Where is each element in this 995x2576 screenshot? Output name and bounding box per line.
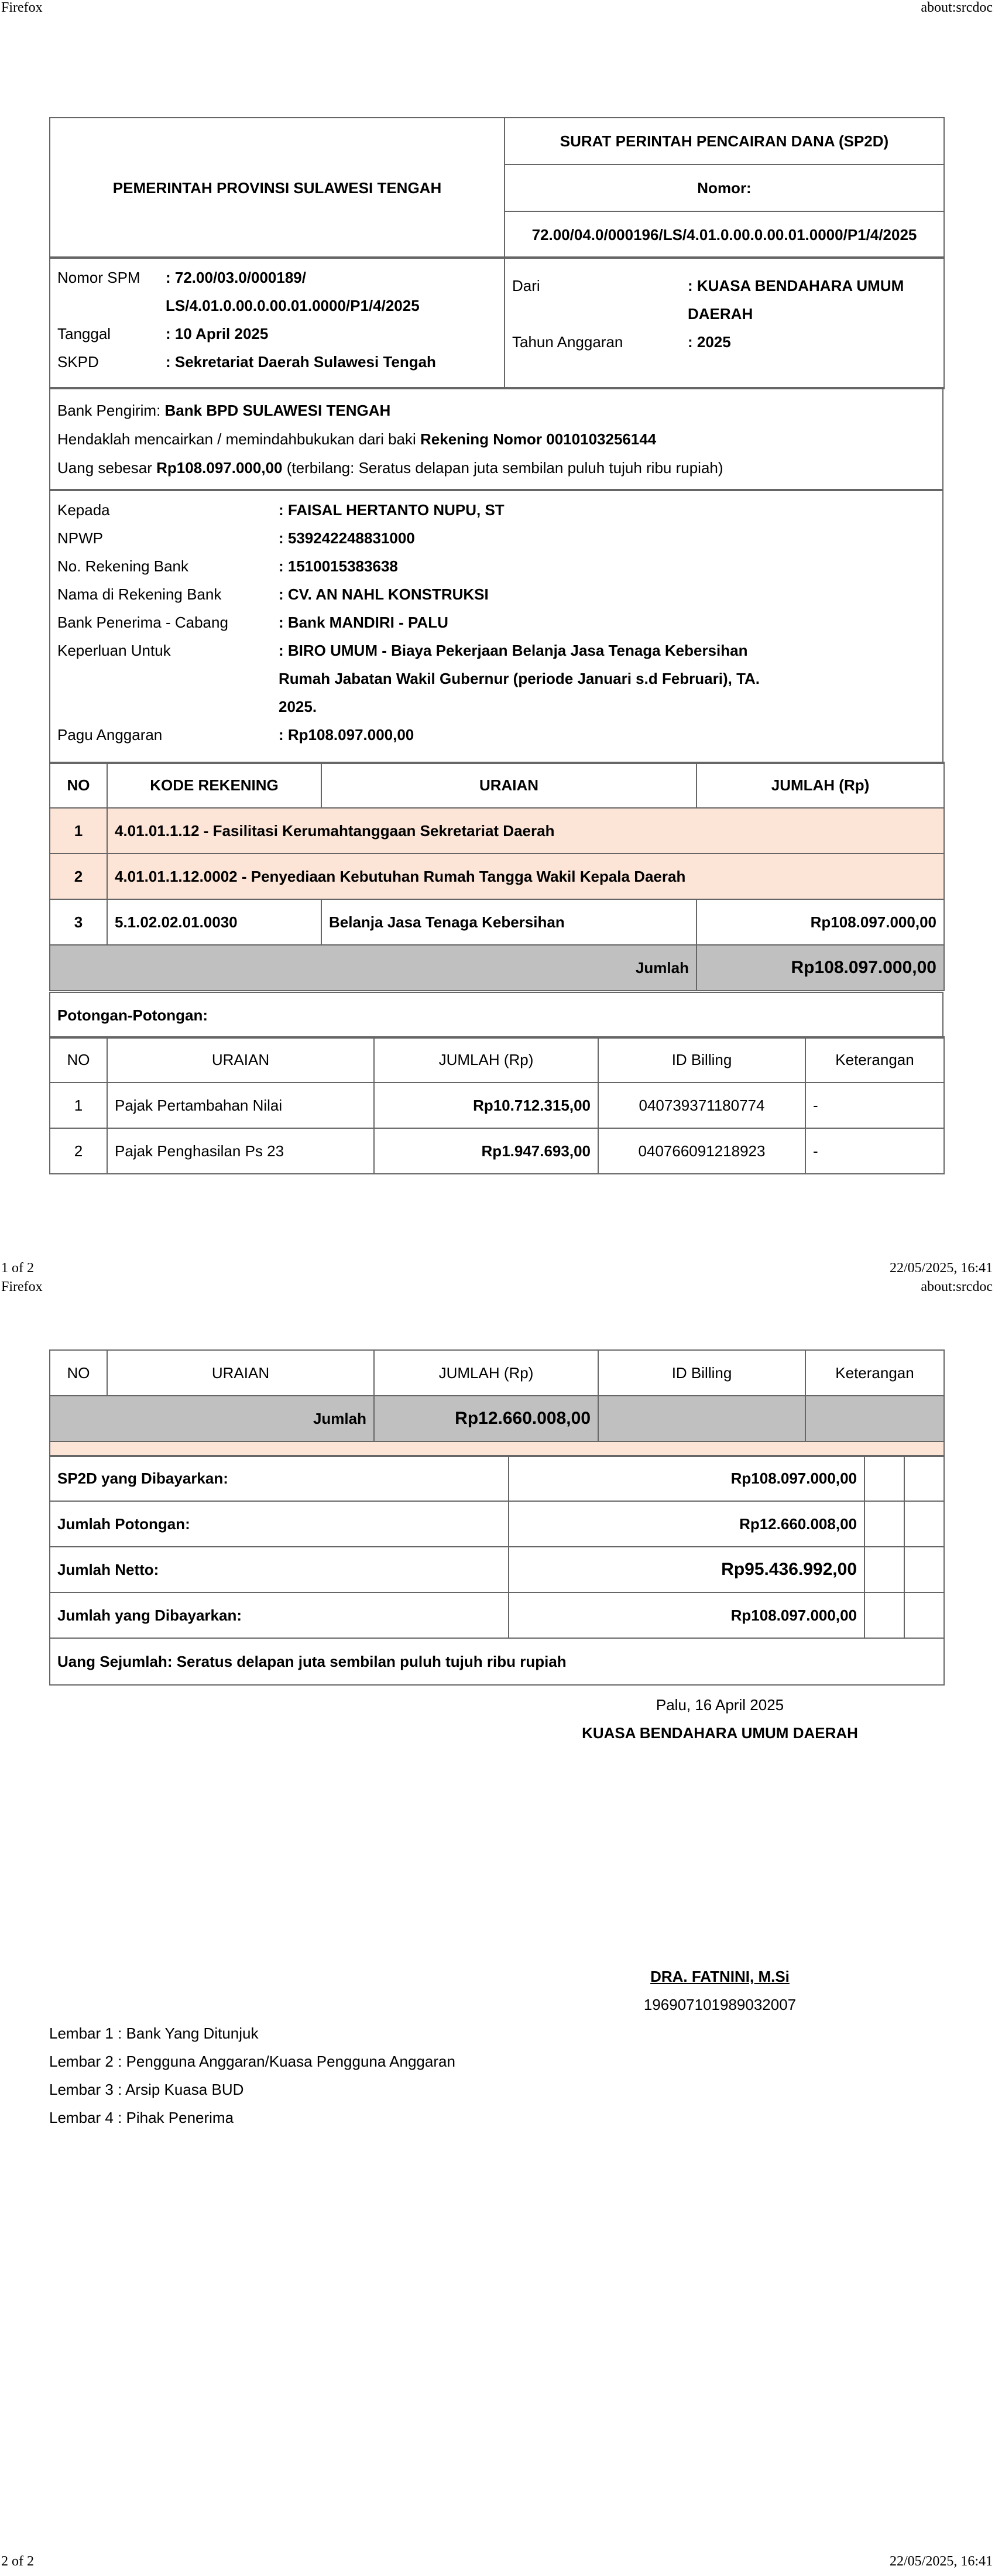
jumlah-label: Jumlah (50, 945, 696, 991)
col-header-id-billing: ID Billing (598, 1350, 805, 1396)
uang-line (57, 454, 935, 482)
summary-table (49, 1455, 945, 1686)
jumlah-netto-value: Rp95.436.992,00 (509, 1547, 864, 1592)
row-no: 2 (50, 1128, 107, 1174)
recipient-info (50, 489, 943, 763)
row-uraian: Belanja Jasa Tenaga Kebersihan (321, 899, 696, 945)
pagu-value: : Rp108.097.000,00 (279, 726, 414, 744)
dari-value-line1: : KUASA BENDAHARA UMUM (688, 277, 904, 294)
pagu-label: Pagu Anggaran (57, 726, 163, 744)
potongan-jumlah-label: Jumlah (50, 1396, 374, 1441)
col-header-uraian: URAIAN (321, 762, 696, 808)
rekening-value: Rekening Nomor 0010103256144 (420, 430, 657, 448)
keperluan-label: Keperluan Untuk (57, 642, 171, 659)
print-timestamp: 22/05/2025, 16:41 (889, 2554, 993, 2569)
potongan-title-table (49, 992, 943, 1039)
print-timestamp: 22/05/2025, 16:41 (889, 1260, 993, 1276)
potongan-jumlah-value: Rp12.660.008,00 (374, 1396, 598, 1441)
col-header-keterangan: Keterangan (805, 1350, 944, 1396)
nama-rekening-value: : CV. AN NAHL KONSTRUKSI (279, 585, 489, 603)
norek-value: : 1510015383638 (279, 557, 398, 575)
summary-row (50, 1455, 944, 1501)
col-header-uraian: URAIAN (107, 1037, 374, 1083)
spm-label: Nomor SPM (57, 269, 140, 286)
table-row (50, 899, 944, 945)
table-row (50, 1083, 944, 1128)
table-row (50, 854, 944, 899)
col-header-id-billing: ID Billing (598, 1037, 805, 1083)
row-program: 4.01.01.1.12 - Fasilitasi Kerumahtanggaan Sekretariat Daerah (107, 808, 944, 854)
spm-info-left (50, 257, 505, 389)
norek-label: No. Rekening Bank (57, 557, 189, 575)
total-row (50, 1396, 944, 1441)
row-id-billing: 040739371180774 (598, 1083, 805, 1128)
row-no: 1 (50, 1083, 107, 1128)
row-kode: 5.1.02.02.01.0030 (107, 899, 321, 945)
uang-label: Uang sebesar (57, 458, 157, 477)
sign-nip: 196907101989032007 (643, 1996, 797, 2013)
row-uraian: Pajak Penghasilan Ps 23 (107, 1128, 374, 1174)
col-header-uraian: URAIAN (107, 1350, 374, 1396)
jumlah-netto-label: Jumlah Netto: (50, 1547, 509, 1592)
lembar-item: Lembar 2 : Pengguna Anggaran/Kuasa Pengguna Anggaran (49, 2053, 455, 2070)
recipient-table (49, 489, 943, 764)
col-header-jumlah: JUMLAH (Rp) (374, 1350, 598, 1396)
bank-table (49, 387, 943, 491)
col-header-no: NO (50, 762, 107, 808)
uang-sejumlah: Uang Sejumlah: Seratus delapan juta sembilan puluh tujuh ribu rupiah (50, 1638, 944, 1685)
jumlah-dibayarkan-value: Rp108.097.000,00 (509, 1592, 864, 1638)
row-no: 3 (50, 899, 107, 945)
row-subprogram: 4.01.01.1.12.0002 - Penyediaan Kebutuhan Rumah Tangga Wakil Kepala Daerah (107, 854, 944, 899)
spm-value-line1: : 72.00/03.0/000189/ (166, 269, 306, 286)
table-row (50, 808, 944, 854)
summary-row (50, 1592, 944, 1638)
uang-terbilang: (terbilang: Seratus delapan juta sembilan puluh tujuh ribu rupiah) (282, 458, 723, 477)
browser-name: Firefox (1, 0, 43, 15)
row-jumlah: Rp1.947.693,00 (374, 1128, 598, 1174)
npwp-label: NPWP (57, 529, 103, 547)
lembar-item: Lembar 3 : Arsip Kuasa BUD (49, 2081, 244, 2098)
nomor-value: 72.00/04.0/000196/LS/4.01.0.00.0.00.01.0000/P1/4/2025 (505, 211, 944, 258)
col-header-keterangan: Keterangan (805, 1037, 944, 1083)
sp2d-label: SP2D yang Dibayarkan: (50, 1455, 509, 1501)
row-no: 2 (50, 854, 107, 899)
bank-pengirim-label: Bank Pengirim: (57, 401, 165, 419)
row-keterangan: - (805, 1083, 944, 1128)
bank-info (50, 388, 943, 491)
row-jumlah: Rp10.712.315,00 (374, 1083, 598, 1128)
rekening-table (49, 762, 945, 991)
skpd-value: : Sekretariat Daerah Sulawesi Tengah (166, 353, 436, 371)
summary-row (50, 1547, 944, 1592)
lembar-item: Lembar 4 : Pihak Penerima (49, 2109, 234, 2126)
row-jumlah: Rp108.097.000,00 (696, 899, 944, 945)
bank-cabang-label: Bank Penerima - Cabang (57, 614, 228, 631)
row-uraian: Pajak Pertambahan Nilai (107, 1083, 374, 1128)
page-number: 1 of 2 (1, 1260, 34, 1276)
sign-name: DRA. FATNINI, M.Si (650, 1968, 790, 1985)
hendaklah-text: Hendaklah mencairkan / memindahbukukan dari baki (57, 430, 421, 448)
spm-info-table (49, 256, 945, 389)
page-number: 2 of 2 (1, 2554, 34, 2569)
browser-url: about:srcdoc (921, 1279, 993, 1294)
tahun-value: : 2025 (688, 333, 731, 351)
kepada-label: Kepada (57, 501, 110, 519)
government-name: PEMERINTAH PROVINSI SULAWESI TENGAH (50, 118, 505, 258)
lembar-item: Lembar 1 : Bank Yang Ditunjuk (49, 2025, 259, 2042)
npwp-value: : 539242248831000 (279, 529, 415, 547)
spm-value-line2: LS/4.01.0.00.0.00.01.0000/P1/4/2025 (166, 297, 420, 314)
col-header-no: NO (50, 1350, 107, 1396)
tanggal-label: Tanggal (57, 325, 111, 342)
sp2d-header-table (49, 117, 945, 259)
tahun-label: Tahun Anggaran (512, 333, 623, 351)
jumlah-value: Rp108.097.000,00 (696, 945, 944, 991)
col-header-jumlah: JUMLAH (Rp) (374, 1037, 598, 1083)
sign-place-date: Palu, 16 April 2025 (656, 1696, 784, 1714)
kepada-value: : FAISAL HERTANTO NUPU, ST (279, 501, 505, 519)
browser-name: Firefox (1, 1279, 43, 1294)
keperluan-value-line3: 2025. (279, 698, 317, 715)
uang-value: Rp108.097.000,00 (156, 458, 283, 477)
browser-url: about:srcdoc (921, 0, 993, 15)
bank-pengirim-line (57, 396, 935, 425)
hendaklah-line (57, 425, 935, 454)
jumlah-dibayarkan-label: Jumlah yang Dibayarkan: (50, 1592, 509, 1638)
tanggal-value: : 10 April 2025 (166, 325, 269, 342)
summary-row (50, 1501, 944, 1547)
sp2d-value: Rp108.097.000,00 (509, 1455, 864, 1501)
bank-cabang-value: : Bank MANDIRI - PALU (279, 614, 448, 631)
total-row (50, 945, 944, 991)
nomor-label: Nomor: (505, 165, 944, 211)
jumlah-potongan-value: Rp12.660.008,00 (509, 1501, 864, 1547)
potongan-table (49, 1036, 945, 1174)
col-header-jumlah: JUMLAH (Rp) (696, 762, 944, 808)
dari-label: Dari (512, 277, 540, 294)
document-title: SURAT PERINTAH PENCAIRAN DANA (SP2D) (505, 118, 944, 165)
sign-position: KUASA BENDAHARA UMUM DAERAH (582, 1724, 858, 1742)
col-header-no: NO (50, 1037, 107, 1083)
nama-rekening-label: Nama di Rekening Bank (57, 585, 222, 603)
col-header-kode: KODE REKENING (107, 762, 321, 808)
keperluan-value-line2: Rumah Jabatan Wakil Gubernur (periode Januari s.d Februari), TA. (279, 670, 760, 687)
jumlah-potongan-label: Jumlah Potongan: (50, 1501, 509, 1547)
row-keterangan: - (805, 1128, 944, 1174)
skpd-label: SKPD (57, 353, 99, 371)
potongan-title: Potongan-Potongan: (50, 992, 943, 1038)
spm-info-right (505, 257, 944, 389)
bank-pengirim-value: Bank BPD SULAWESI TENGAH (164, 401, 391, 419)
table-row (50, 1128, 944, 1174)
potongan-table-continued (49, 1349, 945, 1457)
keperluan-value-line1: : BIRO UMUM - Biaya Pekerjaan Belanja Jasa Tenaga Kebersihan (279, 642, 748, 659)
dari-value-line2: DAERAH (688, 305, 753, 323)
row-no: 1 (50, 808, 107, 854)
row-id-billing: 040766091218923 (598, 1128, 805, 1174)
